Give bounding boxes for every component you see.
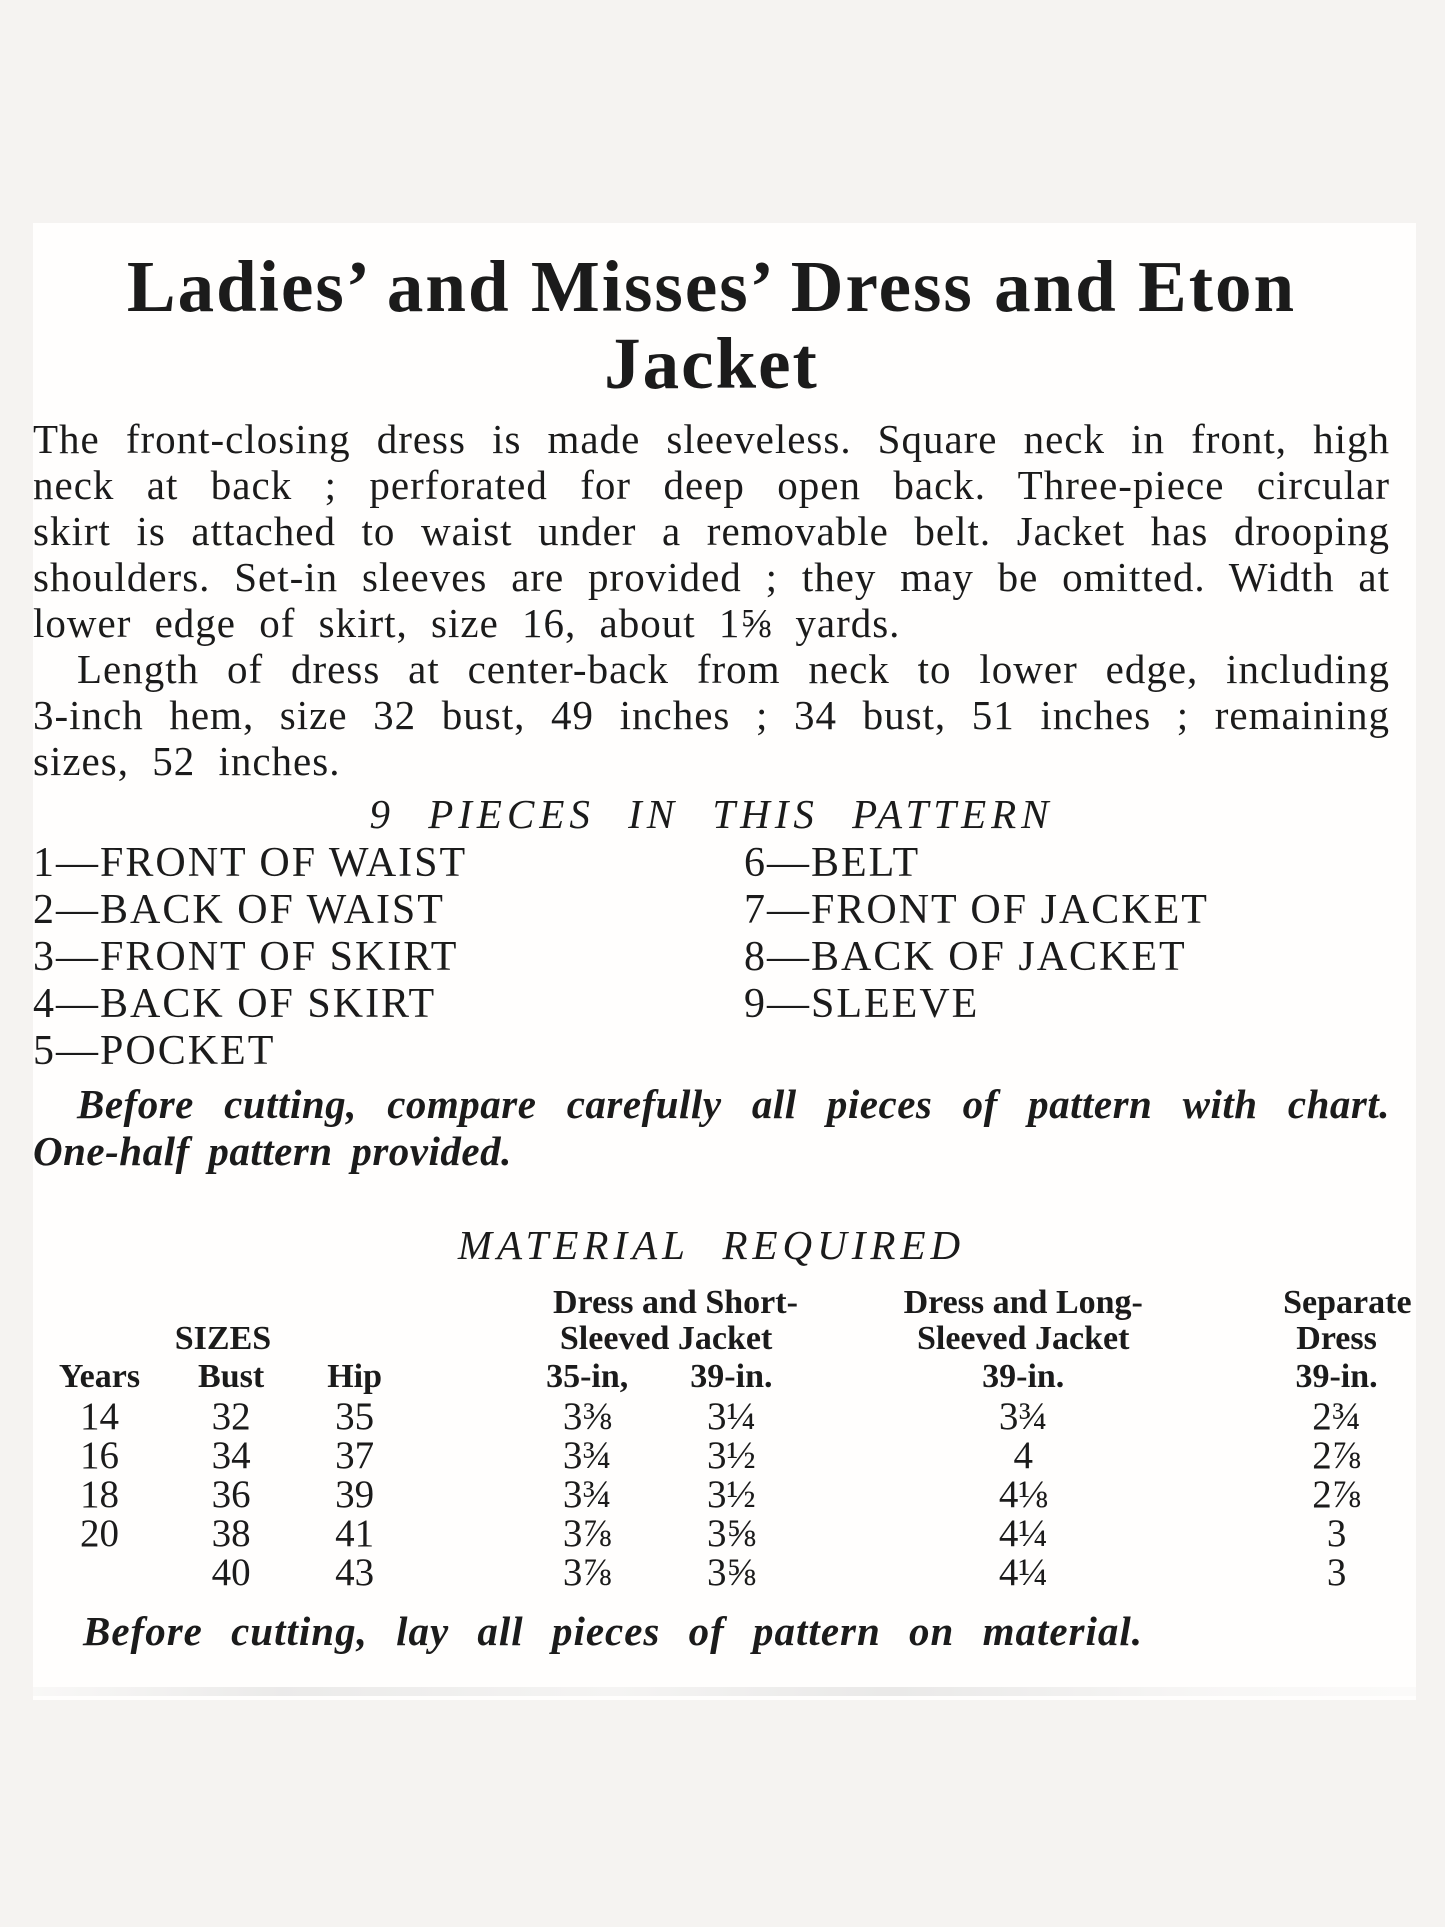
piece-item: 7—FRONT OF JACKET xyxy=(744,887,1209,934)
table-cell: 3⅝ xyxy=(707,1551,756,1595)
piece-item: 2—BACK OF WAIST xyxy=(33,887,445,934)
page-title-line-2: Jacket xyxy=(604,322,819,404)
group-header-long-sleeved xyxy=(779,1285,1227,1357)
column-header-bust: Bust xyxy=(198,1358,265,1396)
table-cell: 3⅞ xyxy=(562,1551,612,1595)
table-cell: 39 xyxy=(335,1473,375,1517)
column-header-39in-long: 39-in. xyxy=(982,1358,1065,1396)
column-header-years: Years xyxy=(58,1358,141,1396)
group-header-line: Dress and Long- xyxy=(903,1284,1143,1322)
table-cell: 3 xyxy=(1326,1512,1347,1556)
piece-item: 1—FRONT OF WAIST xyxy=(33,840,468,887)
table-cell: 35 xyxy=(335,1395,375,1439)
table-cell: 34 xyxy=(211,1434,251,1478)
pieces-list xyxy=(33,840,1390,1075)
table-cell: 4¼ xyxy=(998,1512,1048,1556)
table-cell: 2⅞ xyxy=(1312,1434,1361,1478)
table-cell: 3¾ xyxy=(562,1473,612,1517)
table-cell: 43 xyxy=(335,1551,375,1595)
pieces-list-right xyxy=(744,840,1390,1075)
table-cell: 3¾ xyxy=(562,1434,612,1478)
table-cell: 41 xyxy=(335,1512,375,1556)
table-row xyxy=(33,1397,1390,1436)
material-required-table xyxy=(33,1284,1412,1595)
piece-item: 5—POCKET xyxy=(33,1028,276,1075)
table-cell: 3⅜ xyxy=(562,1395,612,1439)
scanned-pattern-page xyxy=(33,223,1416,1700)
column-header-39in-short: 39-in. xyxy=(690,1358,773,1396)
pieces-list-left xyxy=(33,840,744,1075)
pieces-heading: 9 PIECES IN THIS PATTERN xyxy=(369,791,1054,838)
pieces-note: Before cutting, compare carefully all pieces of pattern with chart. One-half pattern provided. xyxy=(33,1081,1390,1175)
table-cell: 2¾ xyxy=(1312,1395,1361,1439)
group-header-line: Dress xyxy=(1296,1320,1377,1358)
table-cell: 32 xyxy=(211,1395,251,1439)
page-title-line-1: Ladies’ and Misses’ Dress and Eton xyxy=(126,246,1297,327)
table-cell: 40 xyxy=(211,1551,251,1595)
group-header-separate-dress xyxy=(1227,1284,1412,1358)
group-header-line xyxy=(33,1285,413,1321)
table-cell: 2⅞ xyxy=(1312,1473,1361,1517)
column-header-39in-separate: 39-in. xyxy=(1295,1358,1378,1396)
table-cell: 3⅞ xyxy=(562,1512,612,1556)
material-note: Before cutting, lay all pieces of pattern on material. xyxy=(83,1608,1144,1655)
table-cell: 3¼ xyxy=(707,1395,756,1439)
table-cell: 3½ xyxy=(707,1434,756,1478)
group-header-sizes xyxy=(33,1285,413,1357)
group-header-short-sleeved xyxy=(413,1284,798,1358)
group-header-line: Dress and Short- xyxy=(552,1284,798,1322)
intro-paragraph: The front-closing dress is made sleeveless. Square neck in front, high neck at back ; perforated for deep open back. Three-piece circular skirt is attached to waist under a removable belt. Jacket has drooping shoulders. Set-in sleeves are provided ; they may be omitted. Width at lower edge of skirt, size 16, about 1⅝ yards. xyxy=(33,416,1390,647)
table-cell: 38 xyxy=(211,1512,251,1556)
table-cell: 4⅛ xyxy=(998,1473,1048,1517)
piece-item: 6—BELT xyxy=(744,840,921,887)
group-header-line: Sleeved Jacket xyxy=(559,1320,773,1358)
length-paragraph: Length of dress at center-back from neck to lower edge, including 3-inch hem, size 32 bust, 49 inches ; 34 bust, 51 inches ; remaining sizes, 52 inches. xyxy=(33,646,1390,785)
table-row xyxy=(33,1436,1390,1475)
page-title xyxy=(33,246,1390,404)
table-cell xyxy=(33,1553,166,1592)
column-header-hip: Hip xyxy=(327,1358,382,1396)
piece-item: 3—FRONT OF SKIRT xyxy=(33,934,459,981)
scan-artifact xyxy=(33,1687,1416,1696)
group-header-line: SIZES xyxy=(174,1320,272,1358)
table-row xyxy=(33,1553,1390,1592)
table-cell: 20 xyxy=(79,1512,119,1556)
table-row xyxy=(33,1475,1390,1514)
material-heading: MATERIAL REQUIRED xyxy=(457,1222,966,1269)
piece-item: 4—BACK OF SKIRT xyxy=(33,981,437,1028)
table-cell: 4 xyxy=(1013,1434,1033,1478)
piece-item: 9—SLEEVE xyxy=(744,981,980,1028)
table-row xyxy=(33,1514,1390,1553)
table-column-header-row xyxy=(33,1357,1390,1397)
column-header-35in: 35-in, xyxy=(546,1358,629,1396)
table-cell: 3½ xyxy=(707,1473,756,1517)
table-cell: 37 xyxy=(335,1434,375,1478)
group-header-line: Sleeved Jacket xyxy=(916,1320,1130,1358)
piece-item: 8—BACK OF JACKET xyxy=(744,934,1187,981)
table-group-header-row xyxy=(33,1285,1390,1357)
group-header-line: Separate xyxy=(1283,1284,1412,1322)
table-cell: 4¼ xyxy=(998,1551,1048,1595)
table-cell: 14 xyxy=(79,1395,119,1439)
table-cell: 3⅝ xyxy=(707,1512,756,1556)
table-cell: 36 xyxy=(211,1473,251,1517)
table-cell: 3 xyxy=(1326,1551,1347,1595)
table-cell: 18 xyxy=(79,1473,119,1517)
table-cell: 3¾ xyxy=(998,1395,1048,1439)
table-cell: 16 xyxy=(79,1434,119,1478)
